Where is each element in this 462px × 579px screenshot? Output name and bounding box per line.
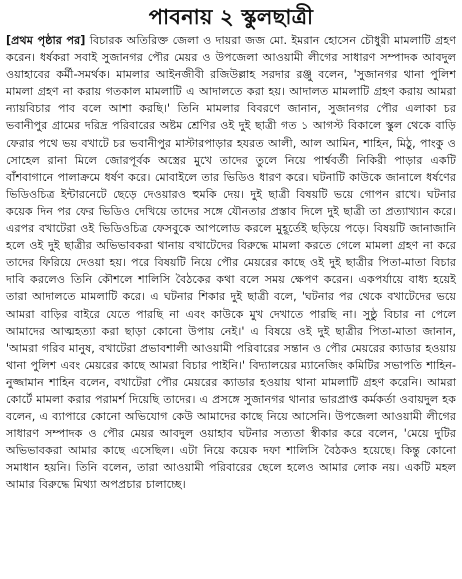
article-paragraph: বিচারক অতিরিক্ত জেলা ও দায়রা জজ মো. ইমরান হোসেন চৌধুরী মামলাটি গ্রহণ করেন। ধর্ষকরা সবাই সুজানগর পৌর মেয়র ও উপজেলা আওয়ামী লীগের সাধারণ সম্পাদক আবদুল ওয়াহাবের কর্মী-সমর্থক। মামলার আইনজীবী রজিউল্লাহ সরদার রঞ্জু বলেন, 'সুজানগর থানা পুলিশ মামলা গ্রহণ না করায় গতকাল মামলাটি এ আদালতে করা হয়। আদালত মামলাটি গ্রহণ করায় আমরা ন্যায়বিচার পাব বলে আশা করছি।' তিনি মামলার বিবরণে জানান, সুজানগর পৌর এলাকা চর ভবানীপুর গ্রামের দরিদ্র পরিবারের অষ্টম শ্রেণির ওই দুই ছাত্রী গত ১ আগস্ট বিকালে স্কুল থেকে বাড়ি ফেরার পথে ভয় বখাটে চর ভবানীপুর মাস্টারপাড়ার হযরত আলী, আল আমিন, শাহিন, মিঠু, পাংকু ও সোহেল রানা মিলে জোরপূর্বক অস্ত্রের মুখে তাদের তুলে নিয়ে পার্শ্ববর্তী নিকিরী পাড়ার একটি বাঁশবাগানে পালাক্রমে ধর্ষণ করে। মোবাইলে তার ভিডিও ধারণ করে। ঘটনাটি কাউকে জানালে ধর্ষণের ভিডিওচিত্র ইন্টারনেটে ছেড়ে দেওয়ারও হুমকি দেয়। দুই ছাত্রী বিষয়টি ভয়ে গোপন রাখে। ঘটনার কয়েক দিন পর ফের ভিডিও দেখিয়ে তাদের সঙ্গে যৌনতার প্রস্তাব দিলে দুই ছাত্রী তা প্রত্যাখ্যান করে। এরপর বখাটেরা ওই ভিডিওচিত্র ফেসবুকে আপলোড করলে মুহূর্তেই ছড়িয়ে পড়ে। বিষয়টি জানাজানি হলে ওই দুই ছাত্রীর অভিভাবকরা থানায় বখাটেদের বিরুদ্ধে মামলা করতে গেলে মামলা গ্রহণ না করে তাদের ফিরিয়ে দেওয়া হয়। পরে বিষয়টি নিয়ে পৌর মেয়রের কাছে ওই দুই ছাত্রীর পিতা-মাতা বিচার দাবি করলেও তিনি কৌশলে শালিসি বৈঠকের কথা বলে সময় ক্ষেপণ করেন। একপর্যায়ে বাধ্য হয়েই তারা আদালতে মামলাটি করে। এ ঘটনার শিকার দুই ছাত্রী বলে, 'ঘটনার পর থেকে বখাটেদের ভয়ে আমরা বাড়ির বাইরে যেতে পারছি না এবং কাউকে মুখ দেখাতে পারছি না। সুষ্ঠু বিচার না পেলে আমাদের আত্মহত্যা করা ছাড়া কোনো উপায় নেই।' এ বিষয়ে ওই দুই ছাত্রীর পিতা-মাতা জানান, 'আমরা গরিব মানুষ, বখাটেরা প্রভাবশালী আওয়ামী পরিবারের সন্তান ও পৌর মেয়রের ক্যাডার হওয়ায় থানা পুলিশ এবং মেয়রের কাছে আমরা বিচার পাইনি।' বিদ্যালয়ের ম্যানেজিং কমিটির সভাপতি শাহিন-নুজ্জামান শাহিন বলেন, বখাটেরা পৌর মেয়রের ক্যাডার হওয়ায় থানা মামলাটি গ্রহণ করেনি। আমরা কোর্টে মামলা করার পরামর্শ দিয়েছি তাদের। এ প্রসঙ্গে সুজানগর থানার ভারপ্রাপ্ত কর্মকর্তা ওবায়দুল হক বলেন, এ ব্যাপারে কোনো অভিযোগ কেউ আমাদের কাছে নিয়ে আসেনি। উপজেলা আওয়ামী লীগের সাধারণ সম্পাদক ও পৌর মেয়র আবদুল ওয়াহাব ঘটনার সত্যতা স্বীকার করে বলেন, 'মেয়ে দুটির অভিভাবকরা আমার কাছে এসেছিল। এটা নিয়ে কয়েক দফা শালিসি বৈঠকও হয়েছে। কিন্তু কোনো সমাধান হয়নি। তিনি বলেন, তারা আওয়ামী পরিবারের ছেলে হলেও আমার লোক নয়। একটি মহল আমার বিরুদ্ধে মিথ্যা অপপ্রচার চালাচ্ছে। [6, 34, 457, 492]
article-headline: পাবনায় ২ স্কুলছাত্রী [148, 5, 314, 29]
continuation-marker: [প্রথম পৃষ্ঠার পর] [6, 34, 86, 47]
article-body [6, 32, 456, 494]
